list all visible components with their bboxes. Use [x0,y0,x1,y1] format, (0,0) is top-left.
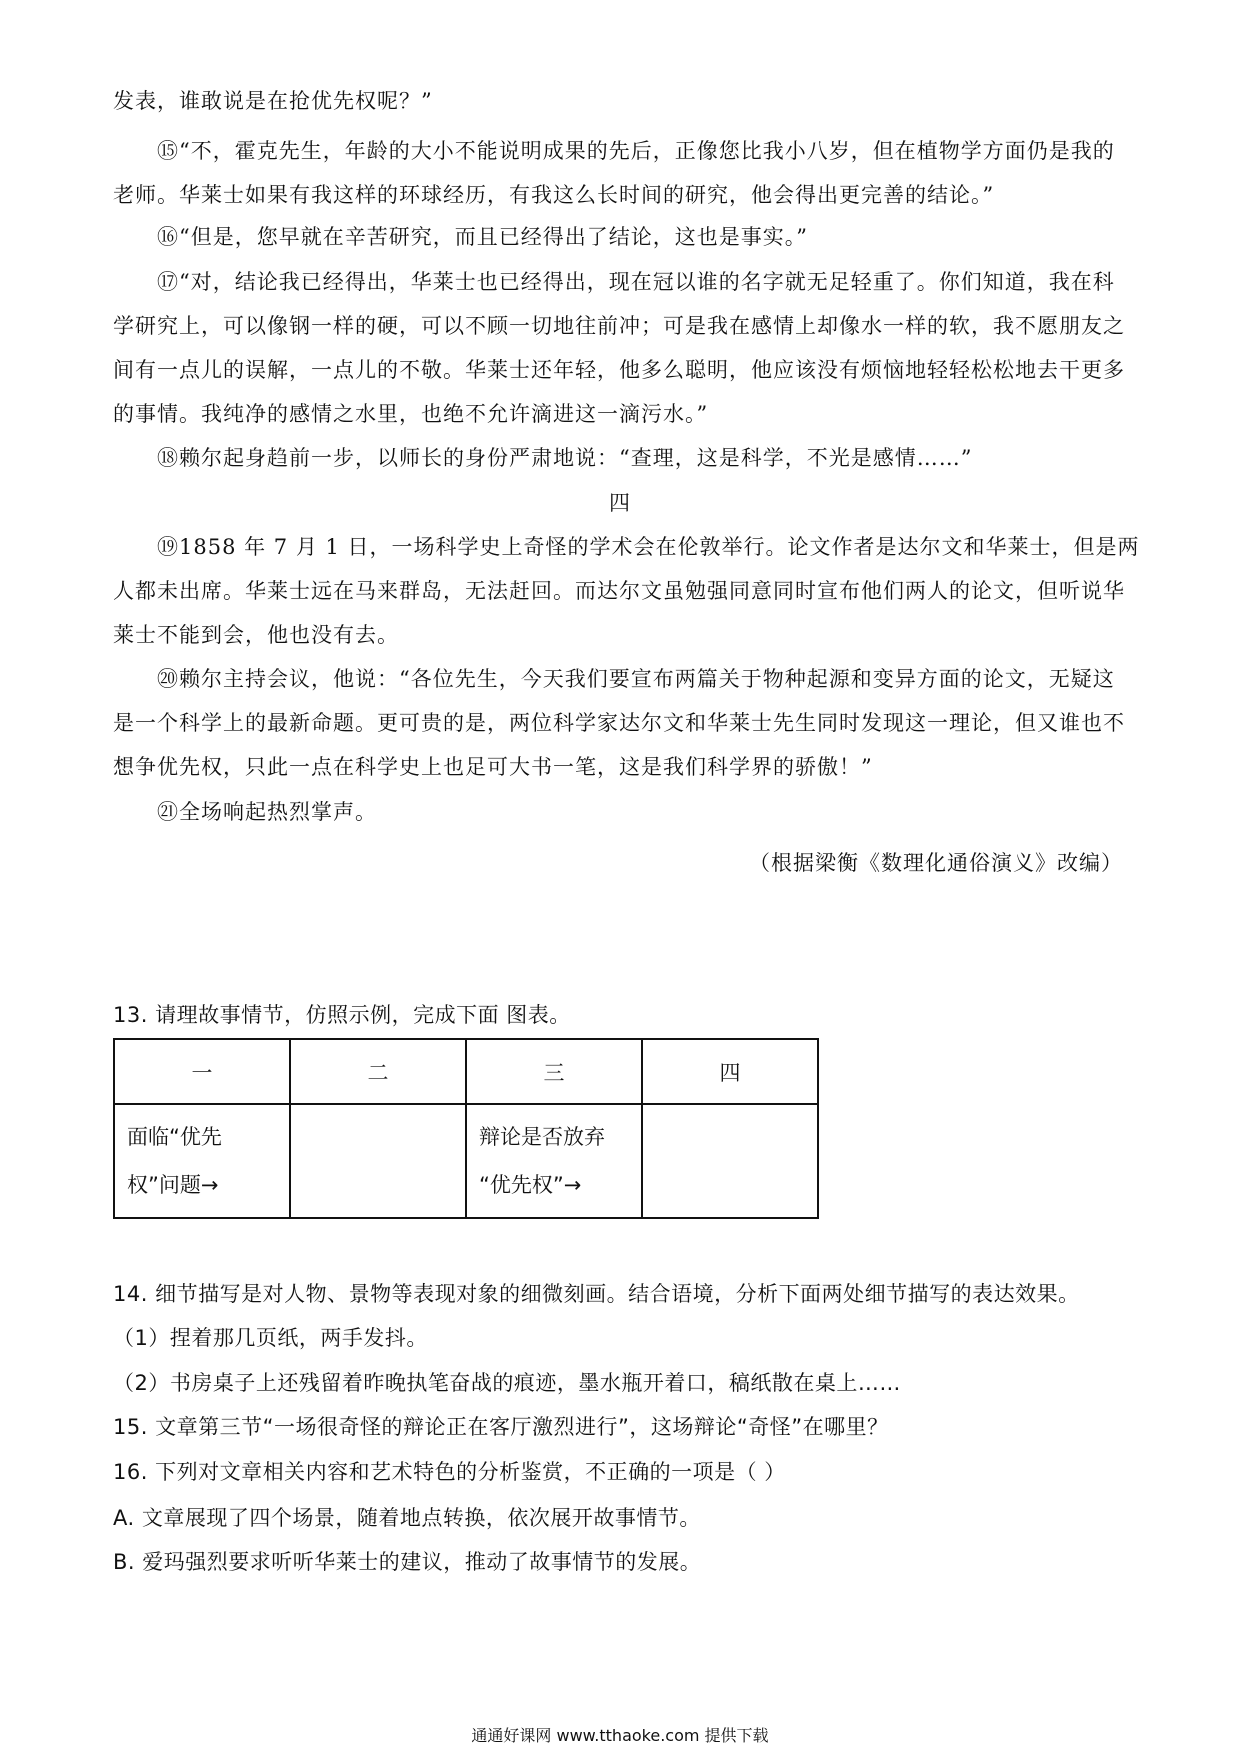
paragraph-20-line-1: ⑳赖尔主持会议，他说：“各位先生，今天我们要宣布两篇关于物种起源和变异方面的论文，无疑这 [157,667,1115,691]
question-14-item-1: （1）捏着那几页纸，两手发抖。 [113,1326,428,1350]
paragraph-18: ⑱赖尔起身趋前一步，以师长的身份严肃地说：“查理，这是科学，不光是感情……” [157,446,973,470]
option-b: B. 爱玛强烈要求听听华莱士的建议，推动了故事情节的发展。 [113,1550,702,1574]
table-cell-four-blank[interactable] [642,1104,818,1218]
cell-line: 辩论是否放弃 [479,1125,605,1149]
paragraph-21: ㉑全场响起热烈掌声。 [157,800,377,824]
paragraph-20-line-2: 是一个科学上的最新命题。更可贵的是，两位科学家达尔文和华莱士先生同时发现这一理论，但又谁也不 [113,711,1125,735]
table-cell-two-blank[interactable] [290,1104,466,1218]
table-header-cell: 三 [466,1039,642,1104]
paragraph-17-line-4: 的事情。我纯净的感情之水里，也绝不允许滴进这一滴污水。” [113,402,709,426]
paragraph-16: ⑯“但是，您早就在辛苦研究，而且已经得出了结论，这也是事实。” [157,225,808,249]
cell-line: 权”问题→ [127,1173,219,1197]
question-15: 15. 文章第三节“一场很奇怪的辩论正在客厅激烈进行”，这场辩论“奇怪”在哪里？ [113,1415,889,1439]
question-16: 16. 下列对文章相关内容和艺术特色的分析鉴赏，不正确的一项是（ ） [113,1460,786,1484]
paragraph-14-end: 发表，谁敢说是在抢优先权呢？” [113,89,433,113]
table-header-cell: 二 [290,1039,466,1104]
paragraph-17-line-3: 间有一点儿的误解，一点儿的不敬。华莱士还年轻，他多么聪明，他应该没有烦恼地轻轻松松地去干更多 [113,358,1125,382]
cell-line: “优先权”→ [479,1173,582,1197]
section-heading-four: 四 [609,491,631,515]
question-13: 13. 请理故事情节，仿照示例，完成下面 图表。 [113,1003,571,1027]
paragraph-15-line-2: 老师。华莱士如果有我这样的环球经历，有我这么长时间的研究，他会得出更完善的结论。” [113,183,995,207]
question-14: 14. 细节描写是对人物、景物等表现对象的细微刻画。结合语境，分析下面两处细节描写的表达效果。 [113,1282,1080,1306]
table-header-cell: 一 [114,1039,290,1104]
table-header-cell: 四 [642,1039,818,1104]
paragraph-19-line-1: ⑲1858 年 7 月 1 日，一场科学史上奇怪的学术会在伦敦举行。论文作者是达尔文和华莱士，但是两 [157,535,1140,559]
page-footer: 通通好课网 www.tthaoke.com 提供下载 [471,1726,769,1745]
table-cell-one [114,1104,290,1218]
paragraph-19-line-3: 莱士不能到会，他也没有去。 [113,623,399,647]
source-attribution: （根据梁衡《数理化通俗演义》改编） [749,851,1123,875]
plot-table [113,1038,819,1219]
table-row [114,1104,818,1218]
paragraph-17-line-1: ⑰“对，结论我已经得出，华莱士也已经得出，现在冠以谁的名字就无足轻重了。你们知道，我在科 [157,270,1115,294]
option-a: A. 文章展现了四个场景，随着地点转换，依次展开故事情节。 [113,1506,701,1530]
cell-line: 面临“优先 [127,1125,222,1149]
table-cell-three [466,1104,642,1218]
paragraph-17-line-2: 学研究上，可以像钢一样的硬，可以不顾一切地往前冲；可是我在感情上却像水一样的软，我不愿朋友之 [113,314,1125,338]
paragraph-20-line-3: 想争优先权，只此一点在科学史上也足可大书一笔，这是我们科学界的骄傲！” [113,755,873,779]
question-14-item-2: （2）书房桌子上还残留着昨晚执笔奋战的痕迹，墨水瓶开着口，稿纸散在桌上…… [113,1371,901,1395]
paragraph-19-line-2: 人都未出席。华莱士远在马来群岛，无法赶回。而达尔文虽勉强同意同时宣布他们两人的论文，但听说华 [113,579,1125,603]
paragraph-15-line-1: ⑮“不，霍克先生，年龄的大小不能说明成果的先后，正像您比我小八岁，但在植物学方面仍是我的 [157,139,1115,163]
table-header-row [114,1039,818,1104]
